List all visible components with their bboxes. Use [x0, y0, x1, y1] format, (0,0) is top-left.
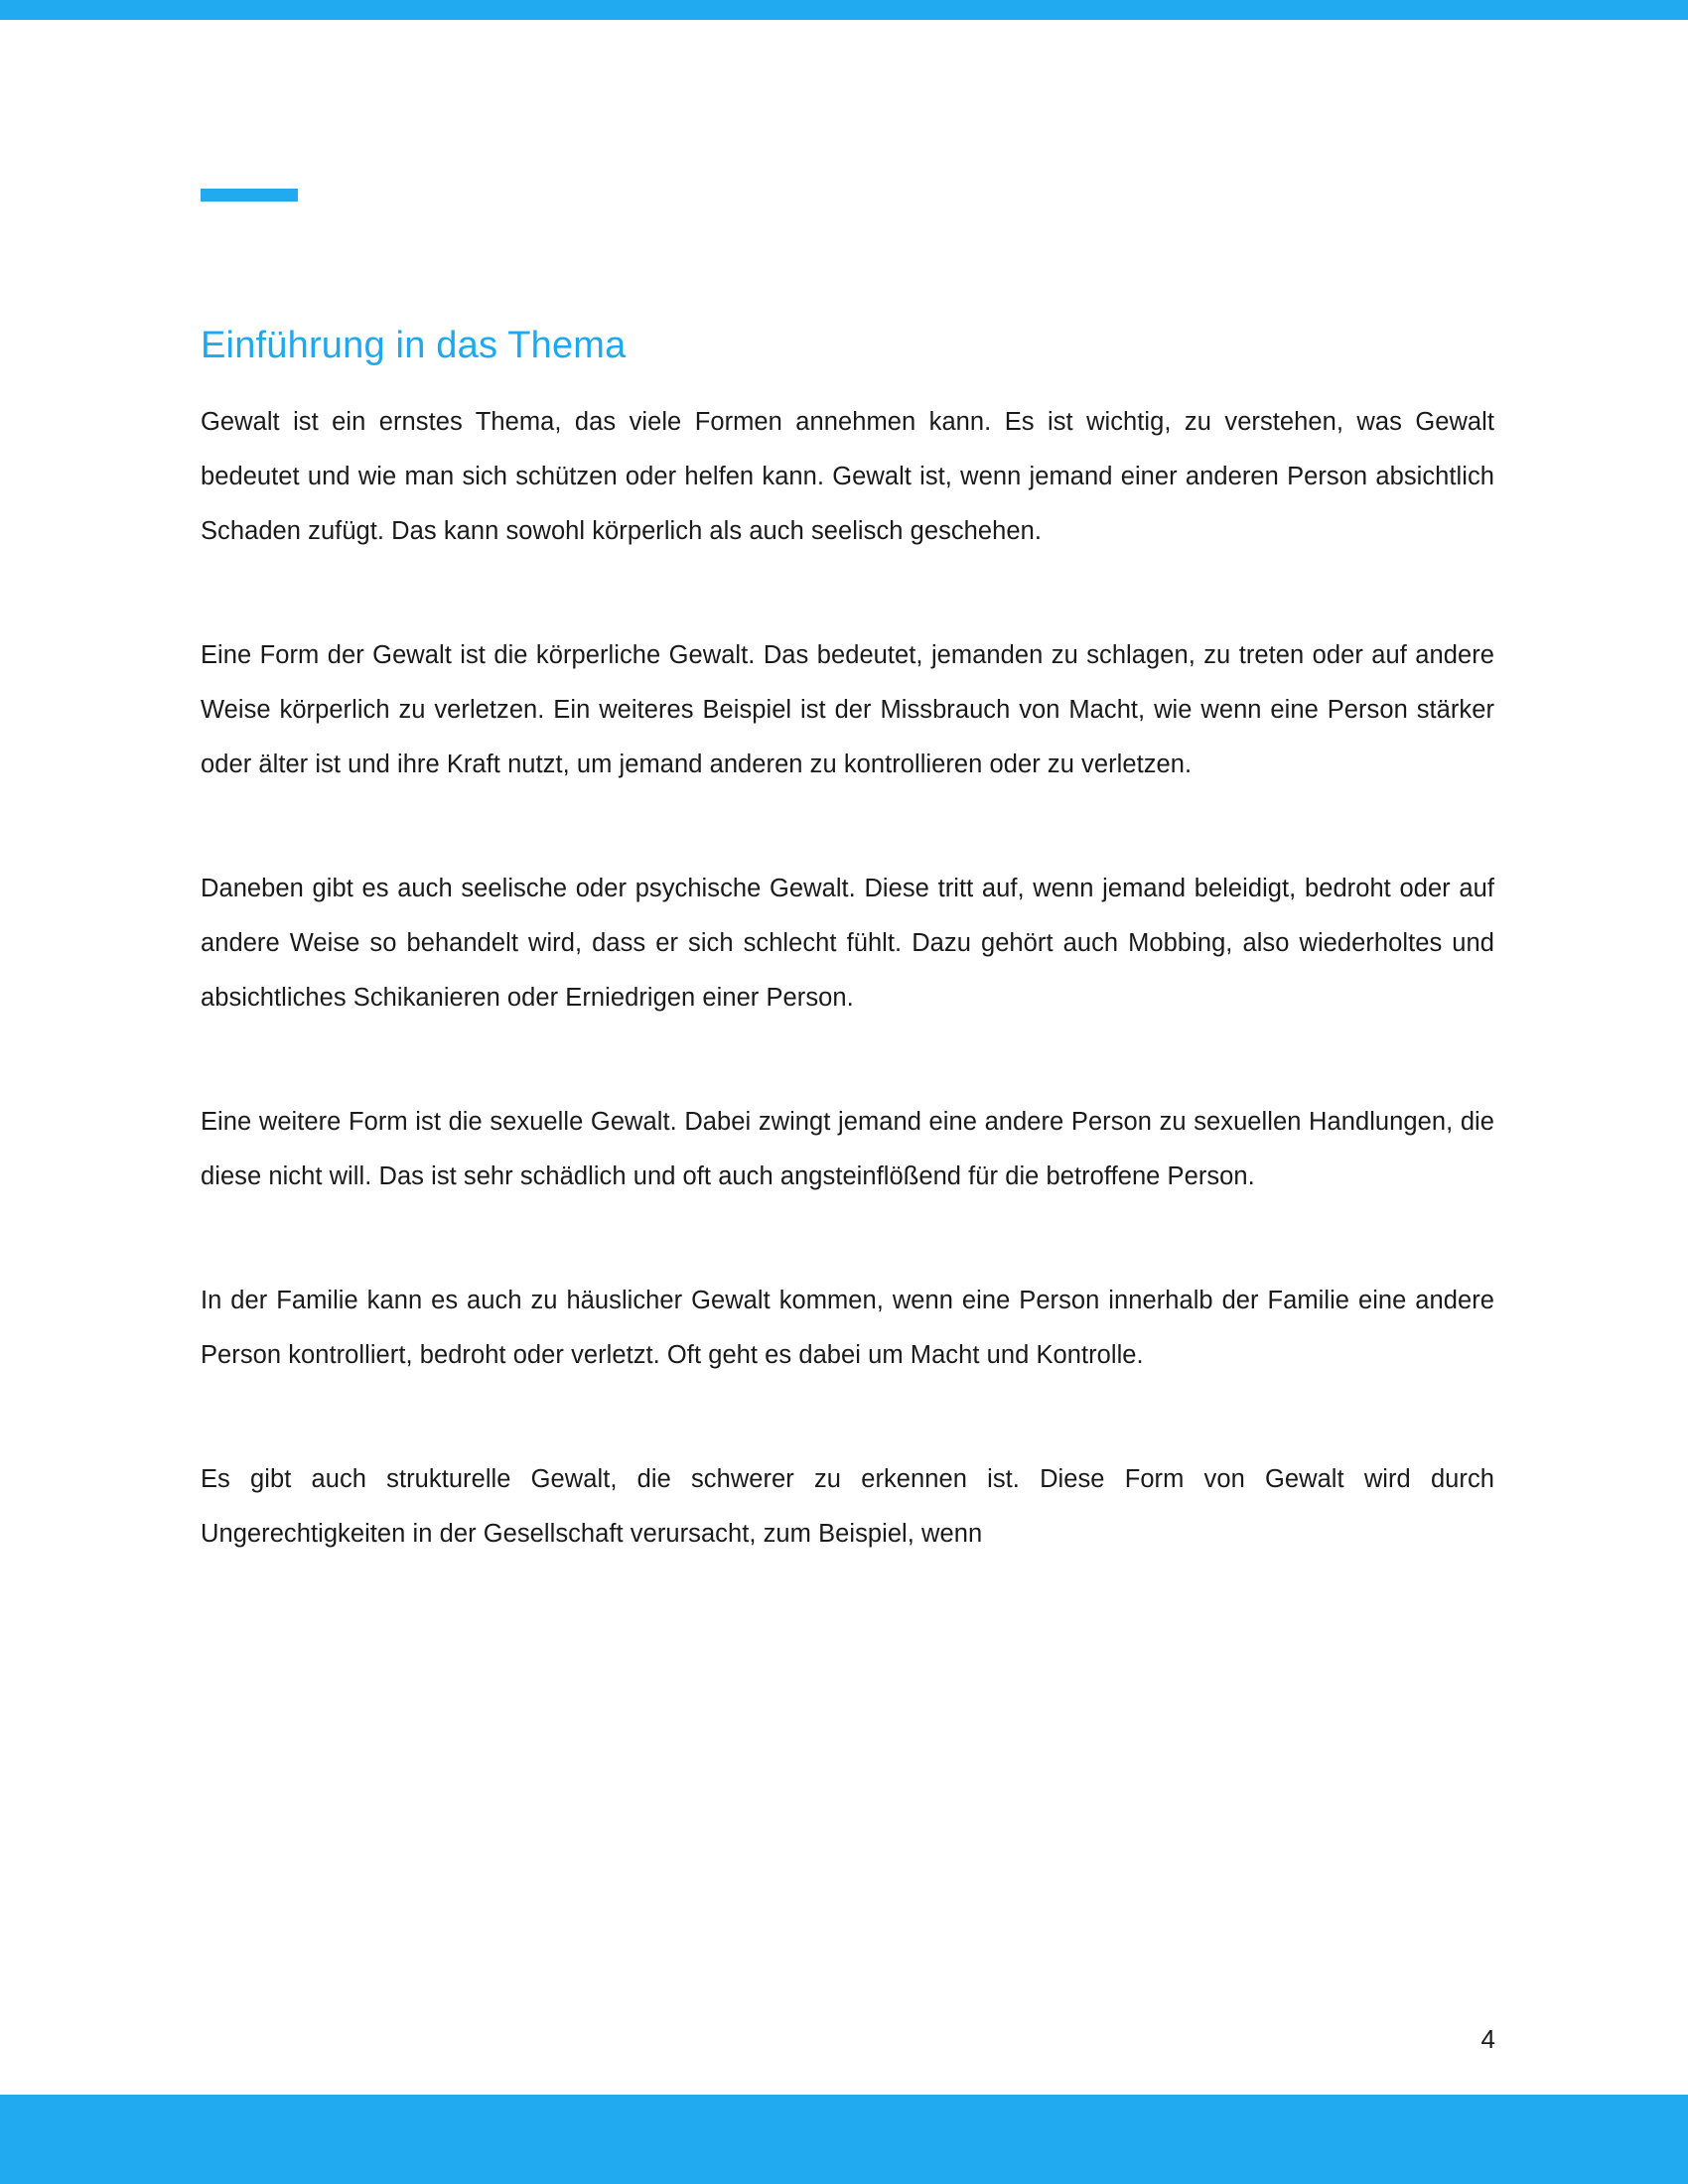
paragraph: Daneben gibt es auch seelische oder psychische Gewalt. Diese tritt auf, wenn jemand beleidigt, bedroht oder auf andere Weise so behandelt wird, dass er sich schlecht fühlt. Dazu gehört auch Mobbing, also wiederholtes und absichtliches Schikanieren oder Erniedrigen einer Person. [201, 875, 1494, 1012]
paragraph: Gewalt ist ein ernstes Thema, das viele Formen annehmen kann. Es ist wichtig, zu verstehen, was Gewalt bedeutet und wie man sich schützen oder helfen kann. Gewalt ist, wenn jemand einer anderen Person absichtlich Schaden zufügt. Das kann sowohl körperlich als auch seelisch geschehen. [201, 408, 1494, 545]
paragraph: Eine weitere Form ist die sexuelle Gewalt. Dabei zwingt jemand eine andere Person zu sexuellen Handlungen, die diese nicht will. Das ist sehr schädlich und oft auch angsteinflößend für die betroffene Person. [201, 1108, 1494, 1190]
page-number: 4 [1480, 2024, 1495, 2054]
bottom-accent-band [0, 2095, 1688, 2184]
paragraph: In der Familie kann es auch zu häuslicher Gewalt kommen, wenn eine Person innerhalb der Familie eine andere Person kontrolliert, bedroht oder verletzt. Oft geht es dabei um Macht und Kontrolle. [201, 1287, 1494, 1369]
paragraph: Eine Form der Gewalt ist die körperliche Gewalt. Das bedeutet, jemanden zu schlagen, zu treten oder auf andere Weise körperlich zu verletzen. Ein weiteres Beispiel ist der Missbrauch von Macht, wie wenn eine Person stärker oder älter ist und ihre Kraft nutzt, um jemand anderen zu kontrollieren oder zu verletzen. [201, 641, 1494, 778]
paragraph: Es gibt auch strukturelle Gewalt, die schwerer zu erkennen ist. Diese Form von Gewalt wird durch Ungerechtigkeiten in der Gesellschaft verursacht, zum Beispiel, wenn [201, 1465, 1494, 1548]
heading-accent-rule [201, 189, 298, 202]
top-accent-band [0, 0, 1688, 20]
body-content [201, 395, 1494, 1562]
page-title: Einführung in das Thema [201, 325, 627, 367]
